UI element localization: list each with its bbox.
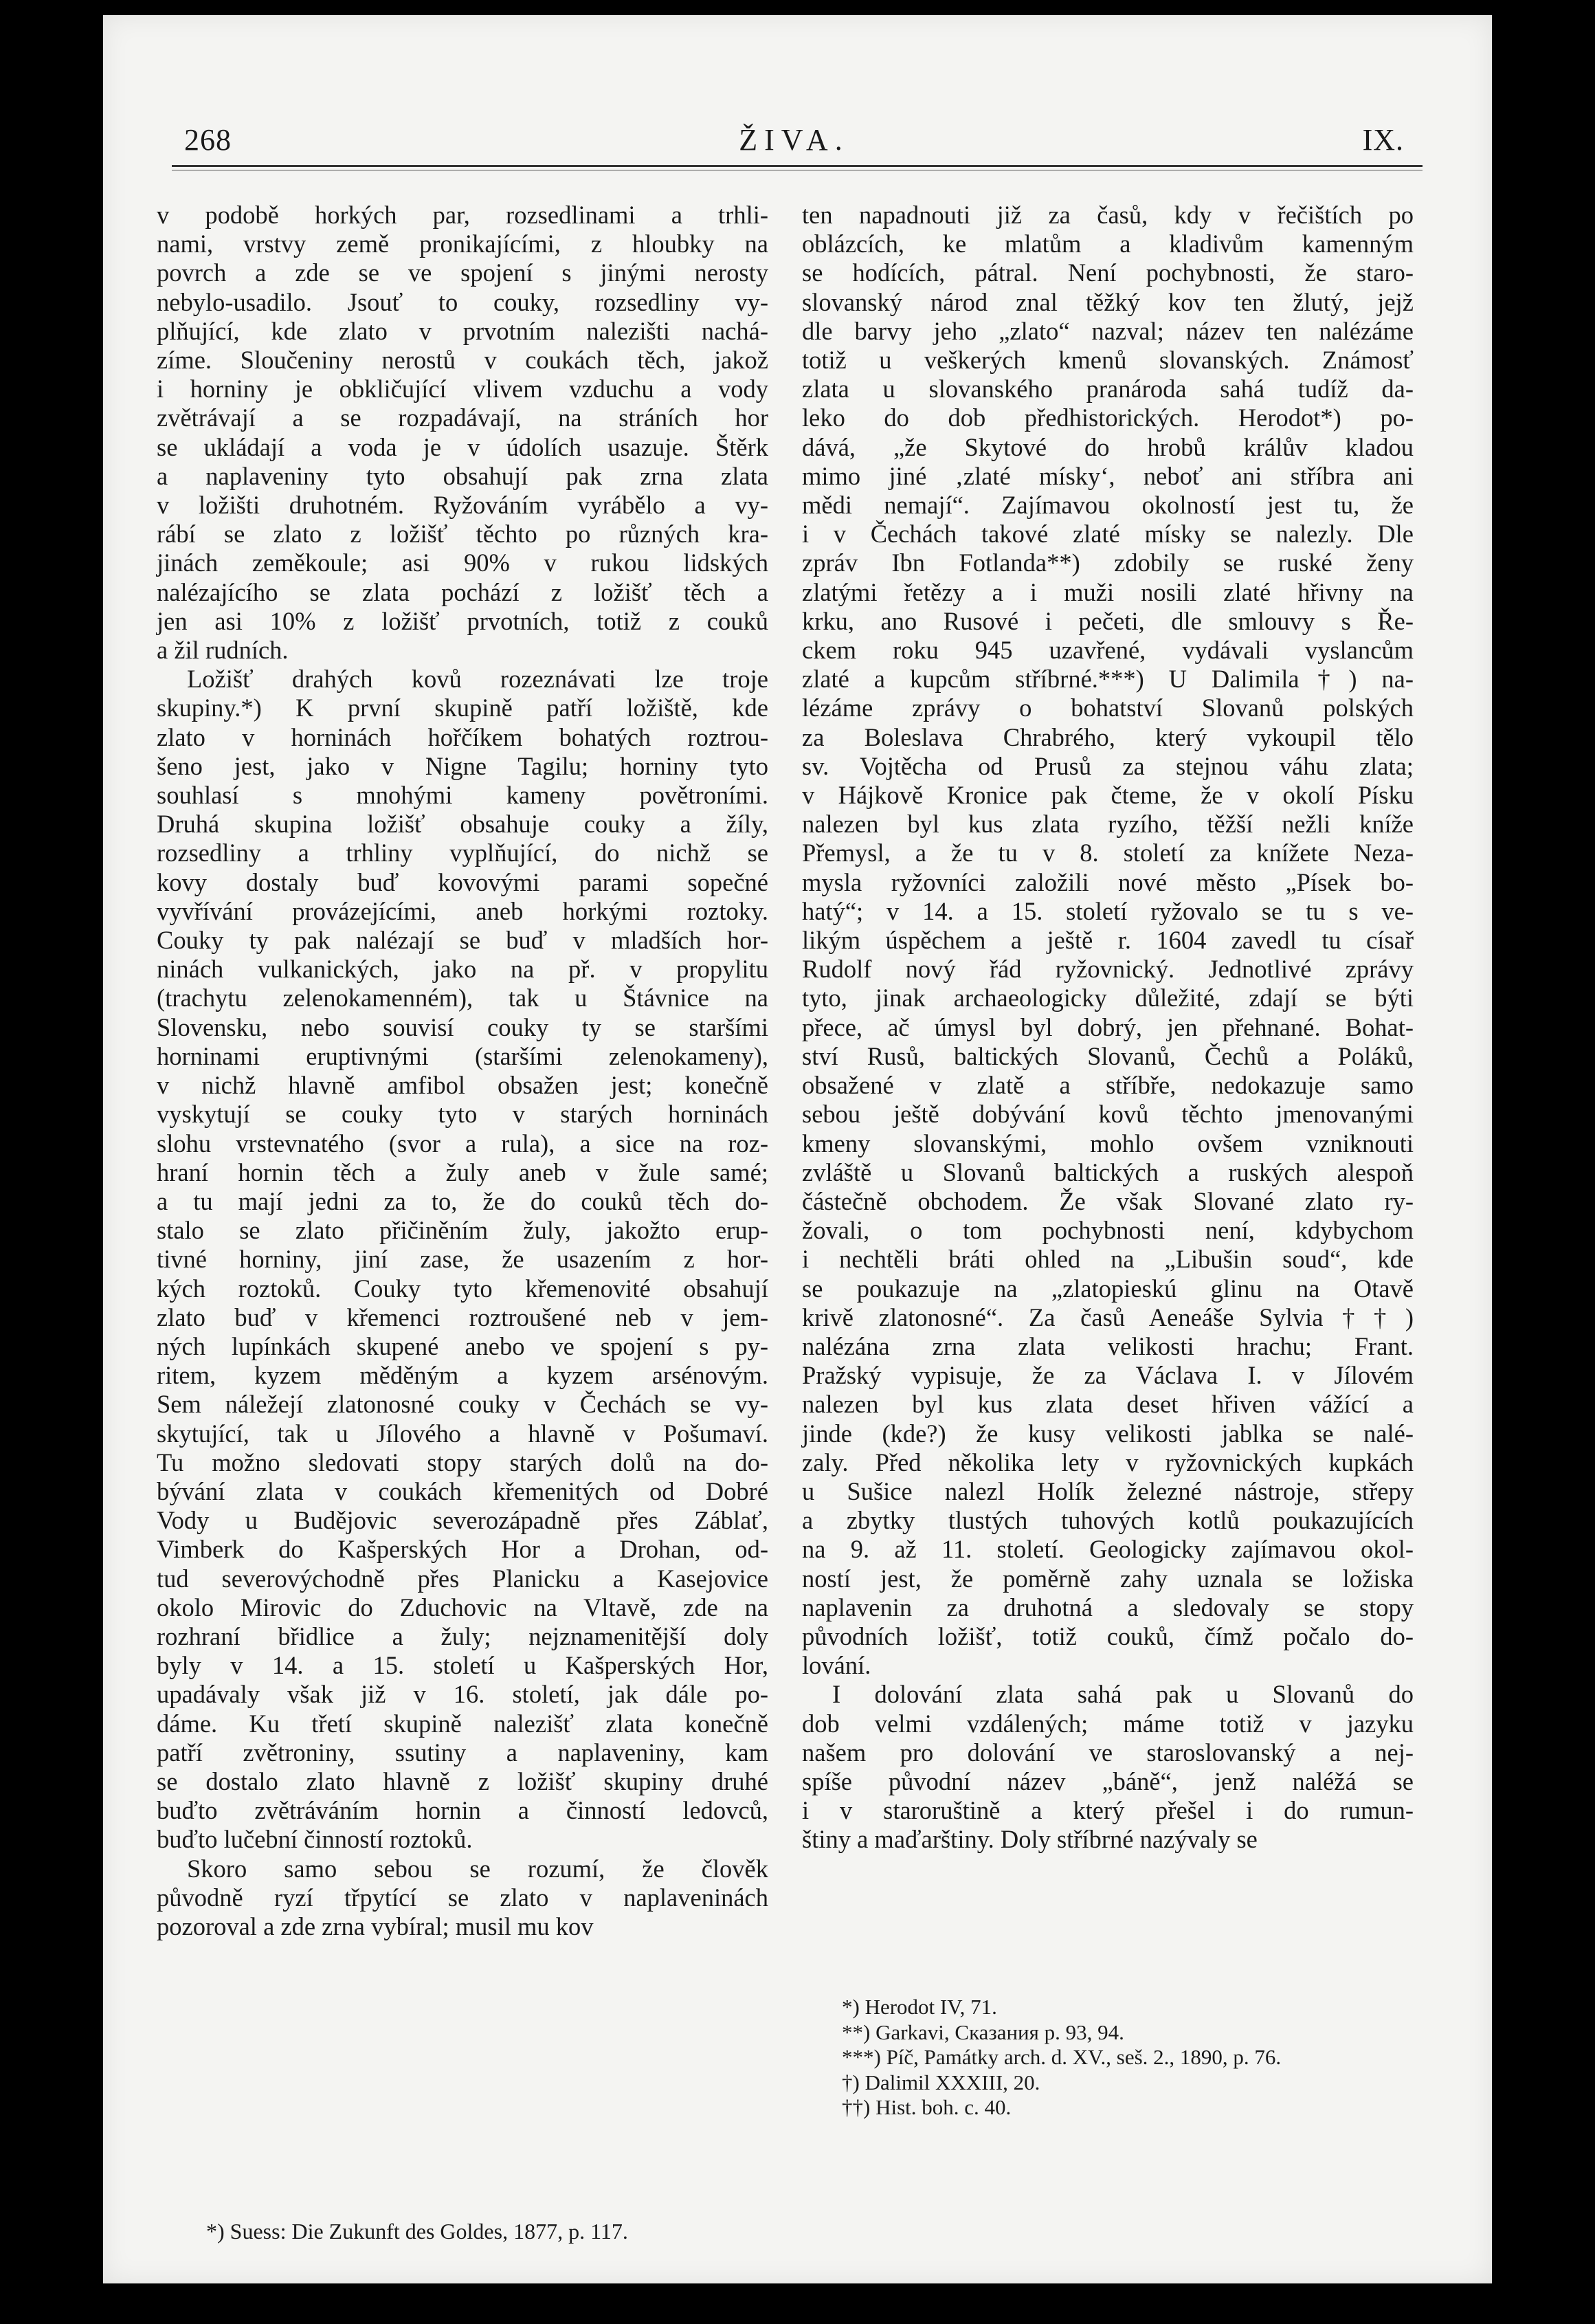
running-header — [184, 115, 1404, 164]
text-line: na 9. až 11. století. Geologicky zajímavou okol- — [802, 1535, 1414, 1564]
text-line: souhlasí s mnohými kameny povětroními. — [157, 781, 768, 810]
page-number: 268 — [184, 123, 232, 157]
text-line: leko do dob předhistorických. Herodot*) po- — [802, 403, 1414, 432]
text-line: jen asi 10% z ložišť prvotních, totiž z couků — [157, 606, 768, 635]
text-line: okolo Mirovic do Zduchovic na Vltavě, zde na — [157, 1593, 768, 1622]
text-line: byly v 14. a 15. století u Kašperských Hor, — [157, 1651, 768, 1680]
text-line: lézáme zprávy o bohatství Slovanů polských — [802, 694, 1414, 722]
text-line: nalézána zrna zlata velikosti hrachu; Frant. — [802, 1331, 1414, 1360]
text-line: buďto zvětráváním hornin a činností ledovců, — [157, 1796, 768, 1825]
text-line: kovy dostaly buď kovovými parami sopečné — [157, 867, 768, 896]
footnote-item: **) Garkavi, Сказания p. 93, 94. — [842, 2019, 1124, 2044]
paragraph — [157, 665, 768, 1854]
text-line: pozoroval a zde zrna vybíral; musil mu kov — [157, 1912, 594, 1940]
text-line: upadávaly však již v 16. století, jak dále po- — [157, 1680, 768, 1709]
text-line: v ložišti druhotném. Ryžováním vyrábělo a vy- — [157, 491, 768, 520]
text-line: zaly. Před několika lety v ryžovnických kupkách — [802, 1448, 1414, 1476]
text-line: zlato buď v křemenci roztroušené neb v jem- — [157, 1303, 768, 1331]
footnote-item: †) Dalimil XXXIII, 20. — [842, 2070, 1040, 2094]
text-line: slohu vrstevnatého (svor a rula), a sice na roz- — [157, 1129, 768, 1158]
text-line: stalo se zlato přičiněním žuly, jakožto erup- — [157, 1216, 768, 1245]
text-line: spíše původní název „báně“, jenž naléžá se — [802, 1767, 1414, 1795]
text-line: Pražský vypisuje, že za Václava I. v Jílovém — [802, 1361, 1414, 1390]
volume-number: IX. — [1362, 123, 1404, 157]
text-line: našem pro dolování ve staroslovanský a nej- — [802, 1738, 1414, 1767]
text-line: naplavenin za druhotná a sledovaly se stopy — [802, 1593, 1414, 1622]
text-line: vyskytují se couky tyto v starých horninách — [157, 1100, 768, 1129]
text-line: lování. — [802, 1651, 871, 1680]
text-line: mědi nemají“. Zajímavou okolností jest tu, že — [802, 491, 1414, 520]
text-line: jinách zeměkoule; asi 90% v rukou lidských — [157, 549, 768, 577]
text-line: přece, ač úmysl byl dobrý, jen přehnané. Bohat- — [802, 1012, 1414, 1041]
text-line: dáme. Ku třetí skupině nalezišť zlata konečně — [157, 1709, 768, 1738]
text-line: (trachytu zelenokamenném), tak u Štávnice na — [157, 984, 768, 1012]
left-column — [157, 201, 768, 1941]
text-line: zíme. Sloučeniny nerostů v coukách těch, jakož — [157, 346, 768, 375]
text-line: zpráv Ibn Fotlanda**) zdobily se ruské ženy — [802, 549, 1414, 577]
text-line: ných lupínkách skupené anebo ve spojení s py- — [157, 1331, 768, 1360]
text-line: sebou ještě dobývání kovů těchto jmenovanými — [802, 1100, 1414, 1129]
text-line: dává, „že Skytové do hrobů králův kladou — [802, 432, 1414, 461]
text-line: štiny a maďarštiny. Doly stříbrné nazývaly se — [802, 1825, 1258, 1854]
text-line: ten napadnouti již za časů, kdy v řečištích po — [802, 201, 1414, 229]
text-line: Vody u Budějovic severozápadně přes Záblať, — [157, 1506, 768, 1535]
text-line: i nechtěli bráti ohled na „Libušin soud“, kde — [802, 1245, 1414, 1274]
text-line: zvětrávají a se rozpadávají, na stráních hor — [157, 403, 768, 432]
text-line: oblázcích, ke mlatům a kladivům kamenným — [802, 230, 1414, 258]
text-line: obsažené v zlatě a stříbře, nedokazuje samo — [802, 1071, 1414, 1100]
text-line: nalezen byl kus zlata deset hřiven vážící a — [802, 1390, 1414, 1419]
text-line: se dostalo zlato hlavně z ložišť skupiny druhé — [157, 1767, 768, 1795]
paragraph — [802, 201, 1414, 1680]
text-line: žovali, o tom pochybnosti není, kdybychom — [802, 1216, 1414, 1245]
text-line: krku, ano Rusové i pečeti, dle smlouvy s Ře- — [802, 606, 1414, 635]
text-line: Tu možno sledovati stopy starých dolů na do- — [157, 1448, 768, 1476]
text-line: horninami eruptivnými (staršími zelenokameny), — [157, 1041, 768, 1070]
text-line: zvláště u Slovanů baltických a ruských alespoň — [802, 1158, 1414, 1186]
text-line: zlata u slovanského pranároda sahá tudíž da- — [802, 375, 1414, 403]
text-line: sv. Vojtěcha od Prusů za stejnou váhu zlata; — [802, 751, 1414, 780]
text-line: kmeny slovanskými, mohlo ovšem vzniknouti — [802, 1129, 1414, 1158]
text-line: zlato v horninách hořčíkem bohatých roztrou- — [157, 722, 768, 751]
text-line: částečně obchodem. Že však Slované zlato ry- — [802, 1186, 1414, 1215]
text-line: nami, vrstvy země pronikajícími, z hloubky na — [157, 230, 768, 258]
footnote-item: ††) Hist. boh. c. 40. — [842, 2095, 1012, 2120]
text-line: Ložišť drahých kovů rozeznávati lze troje — [187, 665, 768, 694]
text-line: v Hájkově Kronice pak čteme, že v okolí Písku — [802, 781, 1414, 810]
text-line: Skoro samo sebou se rozumí, že člověk — [187, 1854, 768, 1883]
text-line: totiž u veškerých kmenů slovanských. Známosť — [802, 346, 1414, 375]
text-line: Přemysl, a že tu v 8. století za knížete Neza- — [802, 839, 1414, 867]
text-line: i v staroruštině a který přešel i do rumun- — [802, 1796, 1414, 1825]
text-line: ritem, kyzem měděným a kyzem arsénovým. — [157, 1361, 768, 1390]
text-line: za Boleslava Chrabrého, který vykoupil tělo — [802, 722, 1414, 751]
text-line: rozhraní břidlice a žuly; nejznamenitější doly — [157, 1622, 768, 1650]
text-line: u Sušice nalezl Holík železné nástroje, střepy — [802, 1476, 1414, 1505]
text-line: ckem roku 945 uzavřené, vydávali vyslancům — [802, 636, 1414, 665]
text-line: kých roztoků. Couky tyto křemenovité obsahují — [157, 1274, 768, 1303]
text-line: a naplaveniny tyto obsahují pak zrna zlata — [157, 461, 768, 490]
text-line: hraní hornin těch a žuly aneb v žule samé; — [157, 1158, 768, 1186]
text-line: se poukazuje na „zlatopieskú glinu na Otavě — [802, 1274, 1414, 1303]
text-line: rábí se zlato z ložišť těchto po různých kra- — [157, 520, 768, 549]
text-line: hatý“; v 14. a 15. století ryžovalo se tu s ve- — [802, 896, 1414, 925]
text-line: mimo jiné ‚zlaté mísky‘, neboť ani stříbra ani — [802, 461, 1414, 490]
footnote-item: *) Herodot IV, 71. — [842, 1995, 997, 2019]
text-line: Druhá skupina ložišť obsahuje couky a žíly, — [157, 810, 768, 839]
text-line: se hodících, pátral. Není pochybnosti, že staro- — [802, 258, 1414, 287]
text-line: dle barvy jeho „zlato“ nazval; název ten nalézáme — [802, 316, 1414, 345]
text-line: povrch a zde se ve spojení s jinými nerosty — [157, 258, 768, 287]
text-line: se ukládají a voda je v údolích usazuje. Štěrk — [157, 432, 768, 461]
text-line: I dolování zlata sahá pak u Slovanů do — [832, 1680, 1414, 1709]
text-line: Couky ty pak nalézají se buď v mladších hor- — [157, 926, 768, 955]
text-line: nebylo-usadilo. Jsouť to couky, rozsedliny vy- — [157, 287, 768, 316]
text-line: slovanský národ znal těžký kov ten žlutý, jejž — [802, 287, 1414, 316]
text-line: v podobě horkých par, rozsedlinami a trhli- — [157, 201, 768, 229]
text-line: ností jest, že poměrně zahy uznala se ložiska — [802, 1564, 1414, 1593]
text-line: ninách vulkanických, jako na př. v propylitu — [157, 955, 768, 984]
text-line: plňující, kde zlato v prvotním nalezišti nachá- — [157, 316, 768, 345]
text-line: bývání zlata v coukách křemenitých od Dobré — [157, 1476, 768, 1505]
text-line: buďto lučební činností roztoků. — [157, 1825, 473, 1854]
footnote-left: *) Suess: Die Zukunft des Goldes, 1877, p. 117. — [206, 2219, 628, 2244]
journal-title: ŽIVA. — [739, 123, 849, 157]
text-line: rozsedliny a trhliny vyplňující, do nichž se — [157, 839, 768, 867]
text-line: mysla ryžovníci založili nové město „Písek bo- — [802, 867, 1414, 896]
text-line: původně ryzí třpytící se zlato v naplaveninách — [157, 1883, 768, 1912]
text-line: ství Rusů, baltických Slovanů, Čechů a Poláků, — [802, 1041, 1414, 1070]
text-line: tud severovýchodně přes Planicku a Kasejovice — [157, 1564, 768, 1593]
text-line: Vimberk do Kašperských Hor a Drohan, od- — [157, 1535, 768, 1564]
text-line: vyvřívání provázejícími, aneb horkými roztoky. — [157, 896, 768, 925]
text-line: i horniny je obkličující vlivem vzduchu a vody — [157, 375, 768, 403]
text-line: původních ložišť, totiž couků, čímž počalo do- — [802, 1622, 1414, 1650]
text-line: tyto, jinak archaeologicky důležité, zdají se býti — [802, 984, 1414, 1012]
text-line: šeno jest, jako v Nigne Tagilu; horniny tyto — [157, 751, 768, 780]
text-line: nalezen byl kus zlata ryzího, těžší nežli kníže — [802, 810, 1414, 839]
paragraph — [157, 201, 768, 665]
right-column — [802, 201, 1414, 1855]
text-line: nalézajícího se zlata pochází z ložišť těch a — [157, 577, 768, 606]
text-line: zlatými řetězy a i muži nosili zlaté hřivny na — [802, 577, 1414, 606]
text-line: a zbytky tlustých tuhových kotlů poukazujících — [802, 1506, 1414, 1535]
footnotes-right — [842, 1995, 1281, 2121]
text-line: skytující, tak u Jílového a hlavně v Pošumaví. — [157, 1419, 768, 1448]
text-line: v nichž hlavně amfibol obsažen jest; konečně — [157, 1071, 768, 1100]
text-line: skupiny.*) K první skupině patří ložiště, kde — [157, 694, 768, 722]
text-line: krivě zlatonosné“. Za časů Aeneáše Sylvia††) — [802, 1303, 1414, 1331]
text-line: likým úspěchem a ještě r. 1604 zavedl tu císař — [802, 926, 1414, 955]
text-line: Slovensku, nebo souvisí couky ty se staršími — [157, 1012, 768, 1041]
text-line: dob velmi vzdálených; máme totiž v jazyku — [802, 1709, 1414, 1738]
text-line: patří zvětroniny, ssutiny a naplaveniny, kam — [157, 1738, 768, 1767]
footnote-item: ***) Píč, Památky arch. d. XV., seš. 2., 1890, p. 76. — [842, 2045, 1282, 2070]
text-line: Sem náležejí zlatonosné couky v Čechách se vy- — [157, 1390, 768, 1419]
text-line: tivné horniny, jiní zase, že usazením z hor- — [157, 1245, 768, 1274]
text-line: i v Čechách takové zlaté mísky se nalezly. Dle — [802, 520, 1414, 549]
text-line: jinde (kde?) že kusy velikosti jablka se nalé- — [802, 1419, 1414, 1448]
paragraph — [802, 1680, 1414, 1854]
header-rule — [172, 165, 1423, 170]
text-line: zlaté a kupcům stříbrné.***) U Dalimila†) na- — [802, 665, 1414, 694]
paragraph — [157, 1855, 768, 1942]
text-line: a tu mají jedni za to, že do couků těch do- — [157, 1186, 768, 1215]
text-line: a žil rudních. — [157, 636, 289, 665]
text-line: Rudolf nový řád ryžovnický. Jednotlivé zprávy — [802, 955, 1414, 984]
